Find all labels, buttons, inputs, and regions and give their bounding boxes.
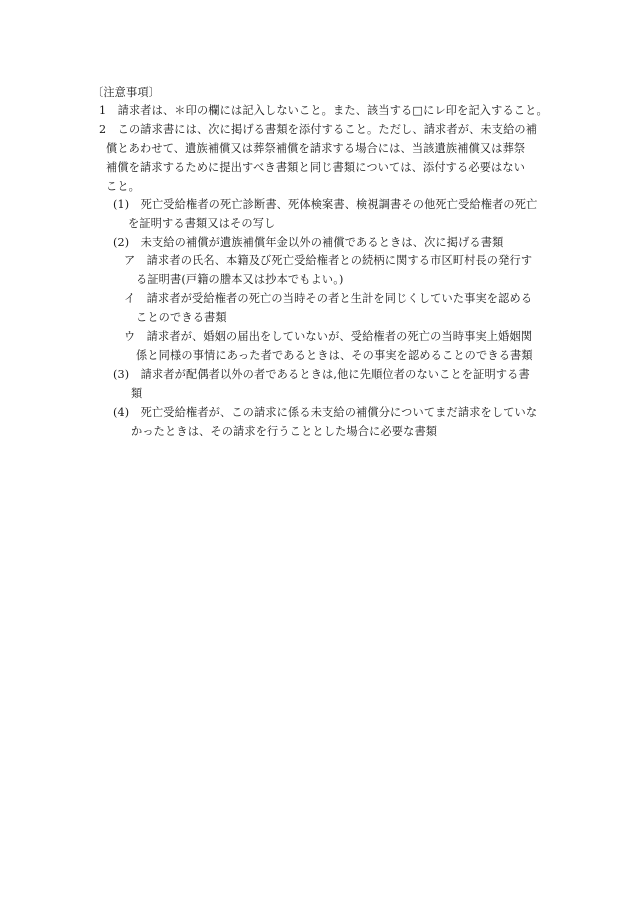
notes-heading: 〔注意事項〕 <box>92 86 161 99</box>
sub-item-2-i-line: イ 請求者が受給権者の死亡の当時その者と生計を同じくしていた事実を認める <box>124 292 533 305</box>
sub-item-2-u-line: 係と同様の事情にあった者であるときは、その事実を認めることのできる書類 <box>136 349 533 362</box>
note-item-2-line: 2 この請求書には、次に掲げる書類を添付すること。ただし、請求者が、未支給の補 <box>99 123 538 136</box>
sub-item-2-a-line: ア 請求者の氏名、本籍及び死亡受給権者との続柄に関する市区町村長の発行す <box>124 254 533 267</box>
sub-item-1-line: を証明する書類又はその写し <box>128 217 276 230</box>
sub-item-2-a-line: る証明書(戸籍の謄本又は抄本でもよい。) <box>136 273 344 286</box>
sub-item-3-line: (3) 請求者が配偶者以外の者であるときは,他に先順位者のないことを証明する書 <box>113 368 530 381</box>
sub-item-1-line: (1) 死亡受給権者の死亡診断書、死体検案書、検視調書その他死亡受給権者の死亡 <box>113 198 538 211</box>
note-item-2-line: こと。 <box>106 180 141 193</box>
sub-item-2-u-line: ウ 請求者が、婚姻の届出をしていないが、受給権者の死亡の当時事実上婚姻関 <box>124 330 533 343</box>
note-item-2-line: 償とあわせて、遺族補償又は葬祭補償を請求する場合には、当該遺族補償又は葬祭 <box>106 142 526 155</box>
note-item-2-line: 補償を請求するために提出すべき書類と同じ書類については、添付する必要はない <box>106 161 526 174</box>
sub-item-2-line: (2) 未支給の補償が遺族補償年金以外の補償であるときは、次に掲げる書類 <box>113 236 504 249</box>
sub-item-4-line: かったときは、その請求を行うこととした場合に必要な書類 <box>131 425 438 438</box>
sub-item-2-i-line: ことのできる書類 <box>136 311 227 324</box>
note-item-1: 1 請求者は、＊印の欄には記入しないこと。また、該当する□にレ印を記入すること。 <box>99 104 548 117</box>
sub-item-3-line: 類 <box>131 387 143 400</box>
sub-item-4-line: (4) 死亡受給権者が、この請求に係る未支給の補償分についてまだ請求をしていな <box>113 406 538 419</box>
